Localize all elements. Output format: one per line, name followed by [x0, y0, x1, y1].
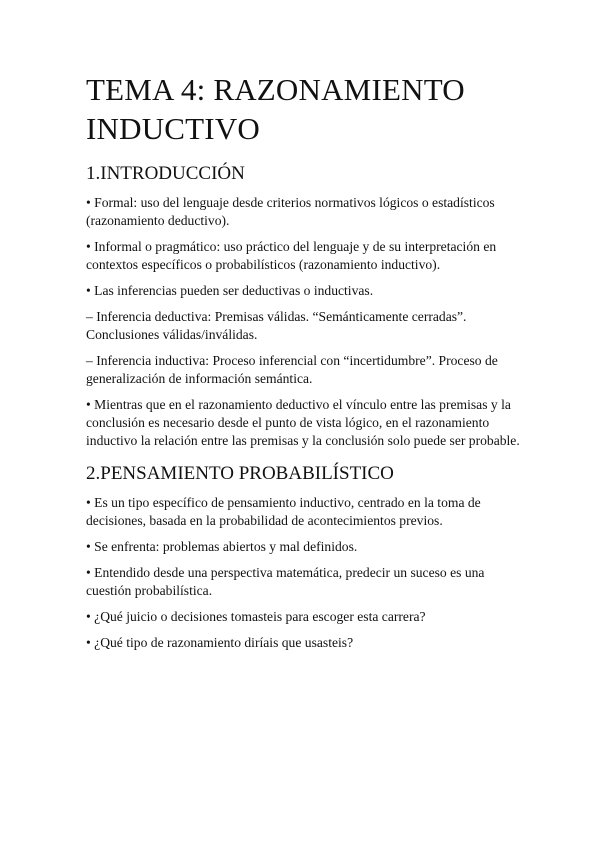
section-heading: 1.INTRODUCCIÓN [86, 163, 245, 184]
paragraph: • Es un tipo específico de pensamiento inductivo, centrado en la toma de decisiones, basada en la probabilidad de acontecimientos previos. [86, 495, 481, 528]
paragraph: • Las inferencias pueden ser deductivas o inductivas. [86, 283, 374, 298]
section-introduccion [86, 162, 530, 450]
section-pensamiento-probabilistico [86, 462, 530, 652]
paragraph: • Formal: uso del lenguaje desde criterios normativos lógicos o estadísticos (razonamiento deductivo). [86, 195, 495, 228]
paragraph: • Mientras que en el razonamiento deductivo el vínculo entre las premisas y la conclusión es necesario desde el punto de vista lógico, en el razonamiento inductivo la relación entre las premisas y la conclusión solo puede ser probable. [86, 397, 520, 448]
paragraph: – Inferencia deductiva: Premisas válidas. “Semánticamente cerradas”. Conclusiones válidas/inválidas. [86, 309, 467, 342]
title-line-1: TEMA 4: RAZONAMIENTO [86, 72, 465, 107]
document-title [86, 70, 530, 148]
section-heading: 2.PENSAMIENTO PROBABILÍSTICO [86, 463, 394, 484]
paragraph: • Se enfrenta: problemas abiertos y mal definidos. [86, 539, 358, 554]
title-line-2: INDUCTIVO [86, 111, 260, 146]
paragraph: • Entendido desde una perspectiva matemática, predecir un suceso es una cuestión probabilística. [86, 565, 485, 598]
paragraph: • ¿Qué tipo de razonamiento diríais que usasteis? [86, 635, 354, 650]
paragraph: – Inferencia inductiva: Proceso inferencial con “incertidumbre”. Proceso de generalización de información semántica. [86, 353, 498, 386]
paragraph: • Informal o pragmático: uso práctico del lenguaje y de su interpretación en contextos específicos o probabilísticos (razonamiento inductivo). [86, 239, 497, 272]
paragraph: • ¿Qué juicio o decisiones tomasteis para escoger esta carrera? [86, 609, 426, 624]
